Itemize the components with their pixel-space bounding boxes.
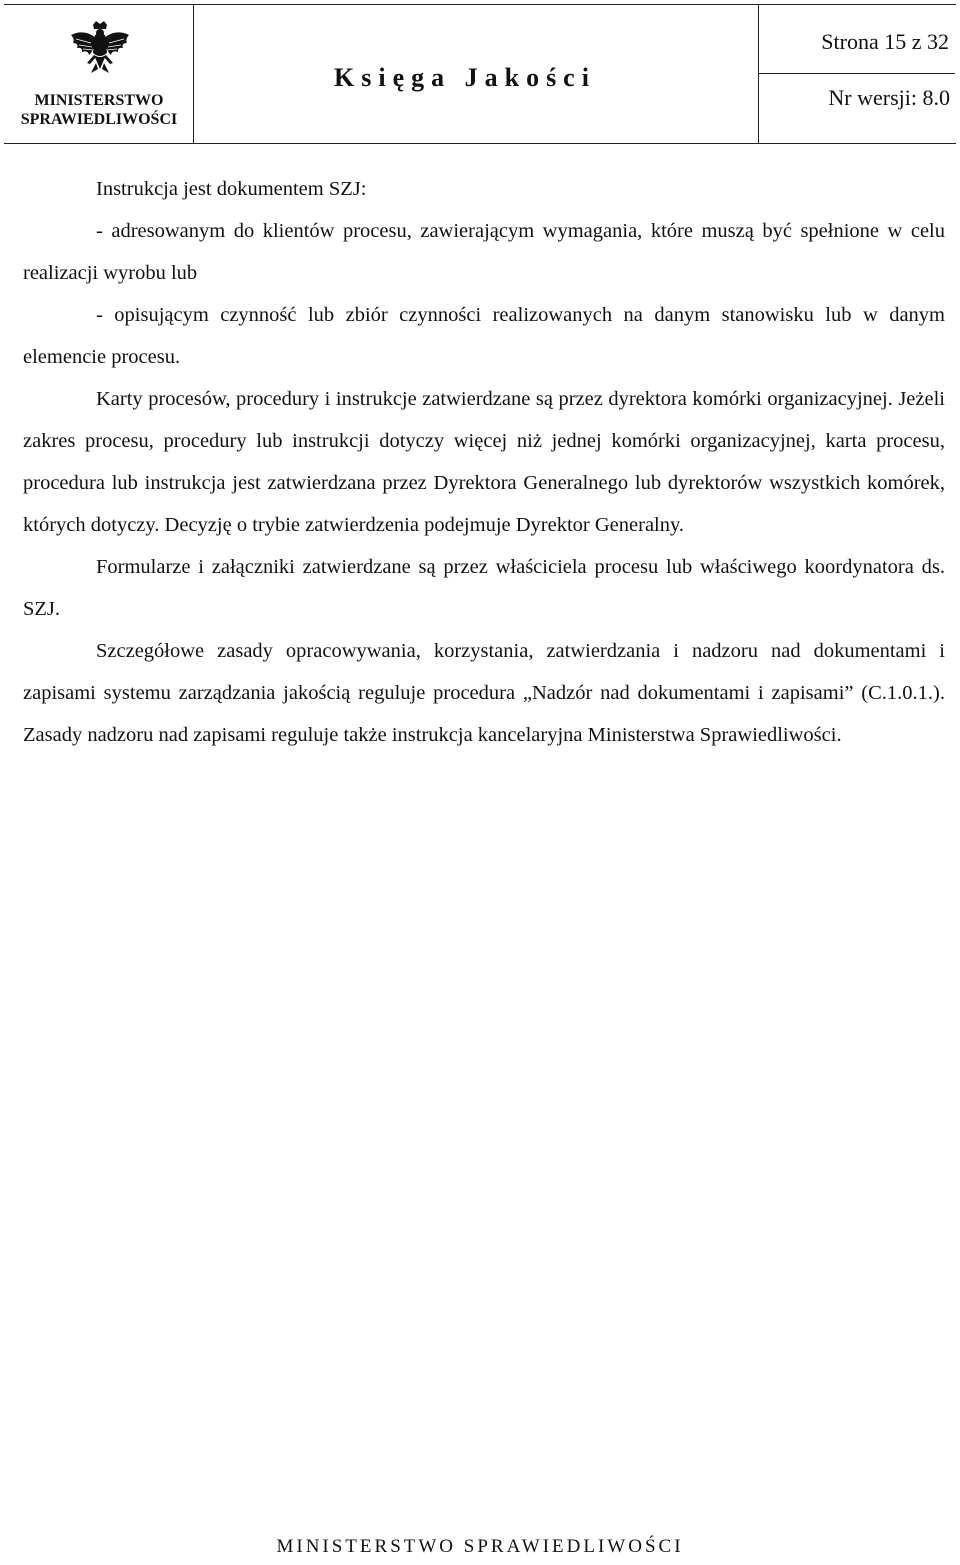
ministry-name-line2: SPRAWIEDLIWOŚCI [20,111,178,128]
page-footer: MINISTERSTWO SPRAWIEDLIWOŚCI [276,1536,684,1557]
paragraph-approval: Karty procesów, procedury i instrukcje zatwierdzane są przez dyrektora komórki organizacyjnej. Jeżeli zakres procesu, procedury lub instrukcji dotyczy więcej niż jednej komórki organizacyjnej, karta procesu, procedura lub instrukcja jest zatwierdzana przez Dyrektora Generalnego lub dyrektorów wszystkich komórek, których dotyczy. Decyzję o trybie zatwierdzenia podejmuje Dyrektor Generalny. [23,388,945,536]
document-body [23,168,945,756]
paragraph-forms: Formularze i załączniki zatwierdzane są przez właściciela procesu lub właściwego koordynatora ds. SZJ. [23,556,945,620]
meta-block [758,5,956,143]
list-item-clients: - adresowanym do klientów procesu, zawierającym wymagania, które muszą być spełnione w celu realizacji wyrobu lub [23,220,945,284]
list-item-activities: - opisującym czynność lub zbiór czynności realizowanych na danym stanowisku lub w danym elemencie procesu. [23,304,945,368]
paragraph-intro: Instrukcja jest dokumentem SZJ: [96,178,367,200]
page-number: Strona 15 z 32 [821,29,949,54]
ministry-name-line1: MINISTERSTWO [34,92,164,109]
ministry-name [4,91,194,129]
paragraph-supervision: Szczegółowe zasady opracowywania, korzystania, zatwierdzania i nadzoru nad dokumentami i zapisami systemu zarządzania jakością reguluje procedura „Nadzór nad dokumentami i zapisami” (C.1.0.1.). Zasady nadzoru nad zapisami reguluje także instrukcja kancelaryjna Ministerstwa Sprawiedliwości. [23,640,945,746]
ministry-logo-block [4,5,194,143]
page-info-box [759,5,955,74]
document-title: Księga Jakości [334,63,596,92]
eagle-emblem-icon [67,19,133,85]
version-number: Nr wersji: 8.0 [828,85,950,110]
title-block [194,5,760,143]
page-header [4,4,956,144]
